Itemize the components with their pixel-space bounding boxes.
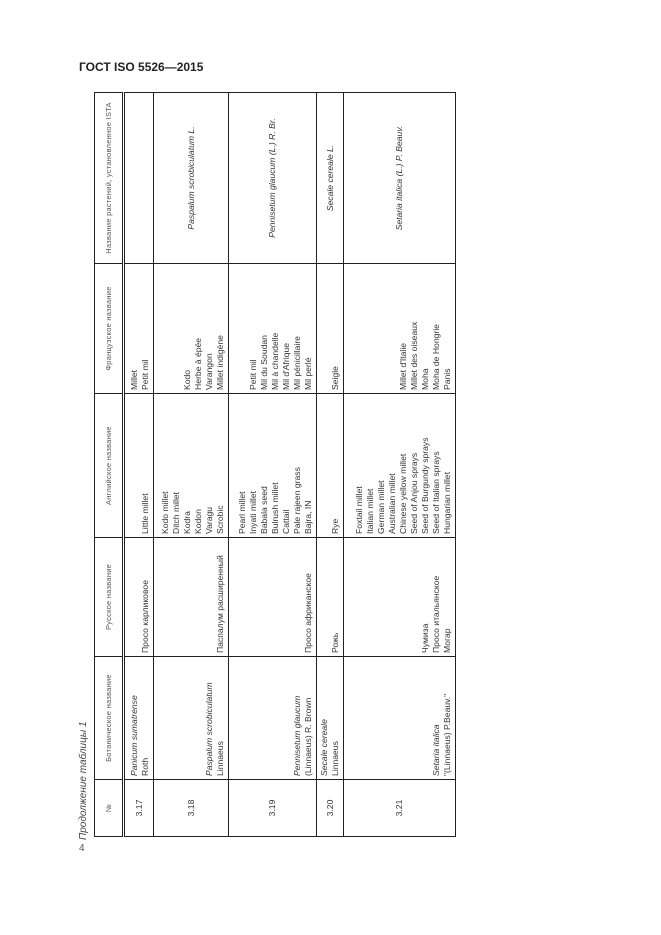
cell-french-line: Mil du Soudan	[259, 335, 269, 390]
cell-english-line: Scrobic	[215, 505, 225, 534]
cell-english-line: Pearl millet	[237, 491, 247, 534]
cell-english	[317, 394, 344, 538]
document-title: ГОСТ ISO 5526—2015	[79, 60, 204, 74]
table-caption: Продолжение таблицы 1	[78, 721, 89, 840]
cell-french-line: Millet indigène	[215, 335, 225, 390]
cell-english-line: Ditch millet	[171, 491, 181, 534]
cell-english-line: Seed of Italian sprays	[431, 451, 441, 534]
row-number: 3.18	[185, 799, 196, 817]
cell-english-line: Chinese yellow millet	[398, 453, 408, 534]
row-number: 3.19	[267, 799, 277, 817]
cell-french-line: Millet des oiseaux	[409, 321, 419, 390]
cell-botanical-line: Secale cereale	[319, 719, 329, 776]
ista-name: Setaria italica (L.) P. Beauv.	[394, 125, 404, 231]
cell-ista	[344, 93, 456, 264]
table-row	[317, 93, 344, 837]
cell-english-line: Foxtail millet	[354, 486, 364, 534]
cell-french-line: Moha de Hongrie	[431, 324, 441, 390]
cell-french-line: Millet d'Italie	[398, 342, 408, 390]
page-number: 4	[79, 843, 85, 854]
ista-name: Pennisetum glaucum (L.) R. Br.	[267, 118, 277, 238]
cell-russian	[124, 538, 154, 657]
cell-russian	[317, 538, 344, 657]
table-row	[154, 93, 229, 837]
cell-botanical	[124, 657, 154, 780]
cell-french-line: Moha	[420, 368, 430, 390]
cell-num	[317, 780, 344, 837]
cell-english	[124, 394, 154, 538]
cell-french-line: Millet	[129, 369, 139, 390]
ista-name: Secale cereale L.	[324, 144, 335, 212]
cell-russian-line: Паспалум расширенный	[215, 555, 225, 653]
cell-ista	[229, 93, 317, 264]
cell-english	[154, 394, 229, 538]
cell-english-line: Babala seed	[259, 486, 269, 534]
cell-botanical	[229, 657, 317, 780]
cell-english	[344, 394, 456, 538]
cell-russian	[344, 538, 456, 657]
cell-num	[344, 780, 456, 837]
cell-english-line: Varagu	[204, 506, 214, 534]
cell-russian	[229, 538, 317, 657]
row-number: 3.21	[394, 799, 404, 817]
cell-english-line: Seed of Anjou sprays	[409, 452, 419, 534]
table-body	[124, 93, 456, 837]
cell-english-line: Rye	[330, 518, 340, 534]
cell-english-line: Inyati millet	[248, 491, 258, 534]
cell-french-line: Kodo	[182, 369, 192, 390]
table-row	[229, 93, 317, 837]
cell-russian-line: Рожь	[330, 632, 340, 653]
header-botanical: Ботаническое название	[95, 657, 124, 780]
cell-french	[124, 264, 154, 394]
cell-french-line: Mil pénicillaire	[292, 336, 302, 390]
plant-names-table-container	[94, 93, 455, 837]
header-num: №	[95, 780, 124, 837]
cell-botanical	[154, 657, 229, 780]
cell-french	[229, 264, 317, 394]
cell-french	[344, 264, 456, 394]
table-row	[344, 93, 456, 837]
cell-french	[317, 264, 344, 394]
cell-french-line: Panis	[442, 368, 452, 390]
cell-botanical-line: Pennisetum glaucum	[292, 695, 302, 776]
table-row	[124, 93, 154, 837]
cell-english-line: Seed of Burgundy sprays	[420, 437, 430, 534]
cell-french	[154, 264, 229, 394]
cell-french-line: Seigle	[330, 366, 340, 390]
cell-russian-line: Просо африканское	[303, 573, 313, 653]
header-french: Французское название	[95, 264, 124, 394]
cell-botanical-line: Roth	[140, 757, 150, 776]
cell-botanical-line: Linnaeus	[330, 741, 340, 776]
cell-english-line: Kodo millet	[160, 491, 170, 534]
cell-botanical	[317, 657, 344, 780]
cell-french-line: Mil à chandelle	[270, 332, 280, 390]
cell-russian-line: Могар	[442, 628, 452, 653]
cell-russian-line: Просо итальянское	[431, 575, 441, 653]
cell-english-line: Italian millet	[365, 488, 375, 534]
cell-num	[124, 780, 154, 837]
row-number: 3.20	[324, 799, 335, 817]
cell-russian-line: Просо карликовое	[140, 580, 150, 653]
table-header-row	[95, 93, 124, 837]
cell-botanical-line: Panicum sumatrense	[129, 695, 139, 776]
cell-english-line: Pale rajeen grass	[292, 467, 302, 534]
cell-botanical-line: (Linnaeus) R. Brown	[303, 697, 313, 776]
cell-english-line: Cattail	[281, 509, 291, 534]
cell-english	[229, 394, 317, 538]
cell-french-line: Herbe à épée	[193, 337, 203, 390]
plant-names-table	[94, 92, 456, 837]
cell-botanical-line: Paspalum scrobiculatum	[204, 682, 214, 776]
cell-russian	[154, 538, 229, 657]
cell-ista	[124, 93, 154, 264]
cell-num	[154, 780, 229, 837]
cell-english-line: Bulrush millet	[270, 482, 280, 534]
cell-french-line: Mil d'Afrique	[281, 342, 291, 390]
cell-french-line: Mil perlé	[303, 357, 313, 390]
cell-botanical-line: Linnaeus	[215, 741, 225, 776]
cell-french-line: Varangon	[204, 353, 214, 390]
row-number: 3.17	[133, 799, 144, 817]
header-ista: Название растений, установленное ISTA	[95, 93, 124, 264]
header-russian: Русское название	[95, 538, 124, 657]
header-english: Английское название	[95, 394, 124, 538]
ista-name: Paspalum scrobiculatum L.	[185, 126, 196, 230]
cell-english-line: Kodon	[193, 509, 203, 534]
cell-botanical	[344, 657, 456, 780]
cell-french-line: Petit mil	[248, 359, 258, 390]
cell-english-line: Little millet	[140, 493, 150, 534]
cell-botanical-line: "(Linnaeus) P.Beauv."	[442, 693, 452, 776]
cell-botanical-line: Setaria italica	[431, 724, 441, 776]
cell-english-line: Kodra	[182, 511, 192, 534]
cell-russian-line: Чумиза	[420, 623, 430, 653]
cell-french-line: Petit mil	[140, 359, 150, 390]
cell-english-line: Bajra, IN	[303, 500, 313, 534]
cell-english-line: German millet	[376, 480, 386, 534]
cell-ista	[317, 93, 344, 264]
cell-ista	[154, 93, 229, 264]
cell-num	[229, 780, 317, 837]
cell-english-line: Australian millet	[387, 473, 397, 534]
cell-english-line: Hungarian millet	[442, 471, 452, 534]
